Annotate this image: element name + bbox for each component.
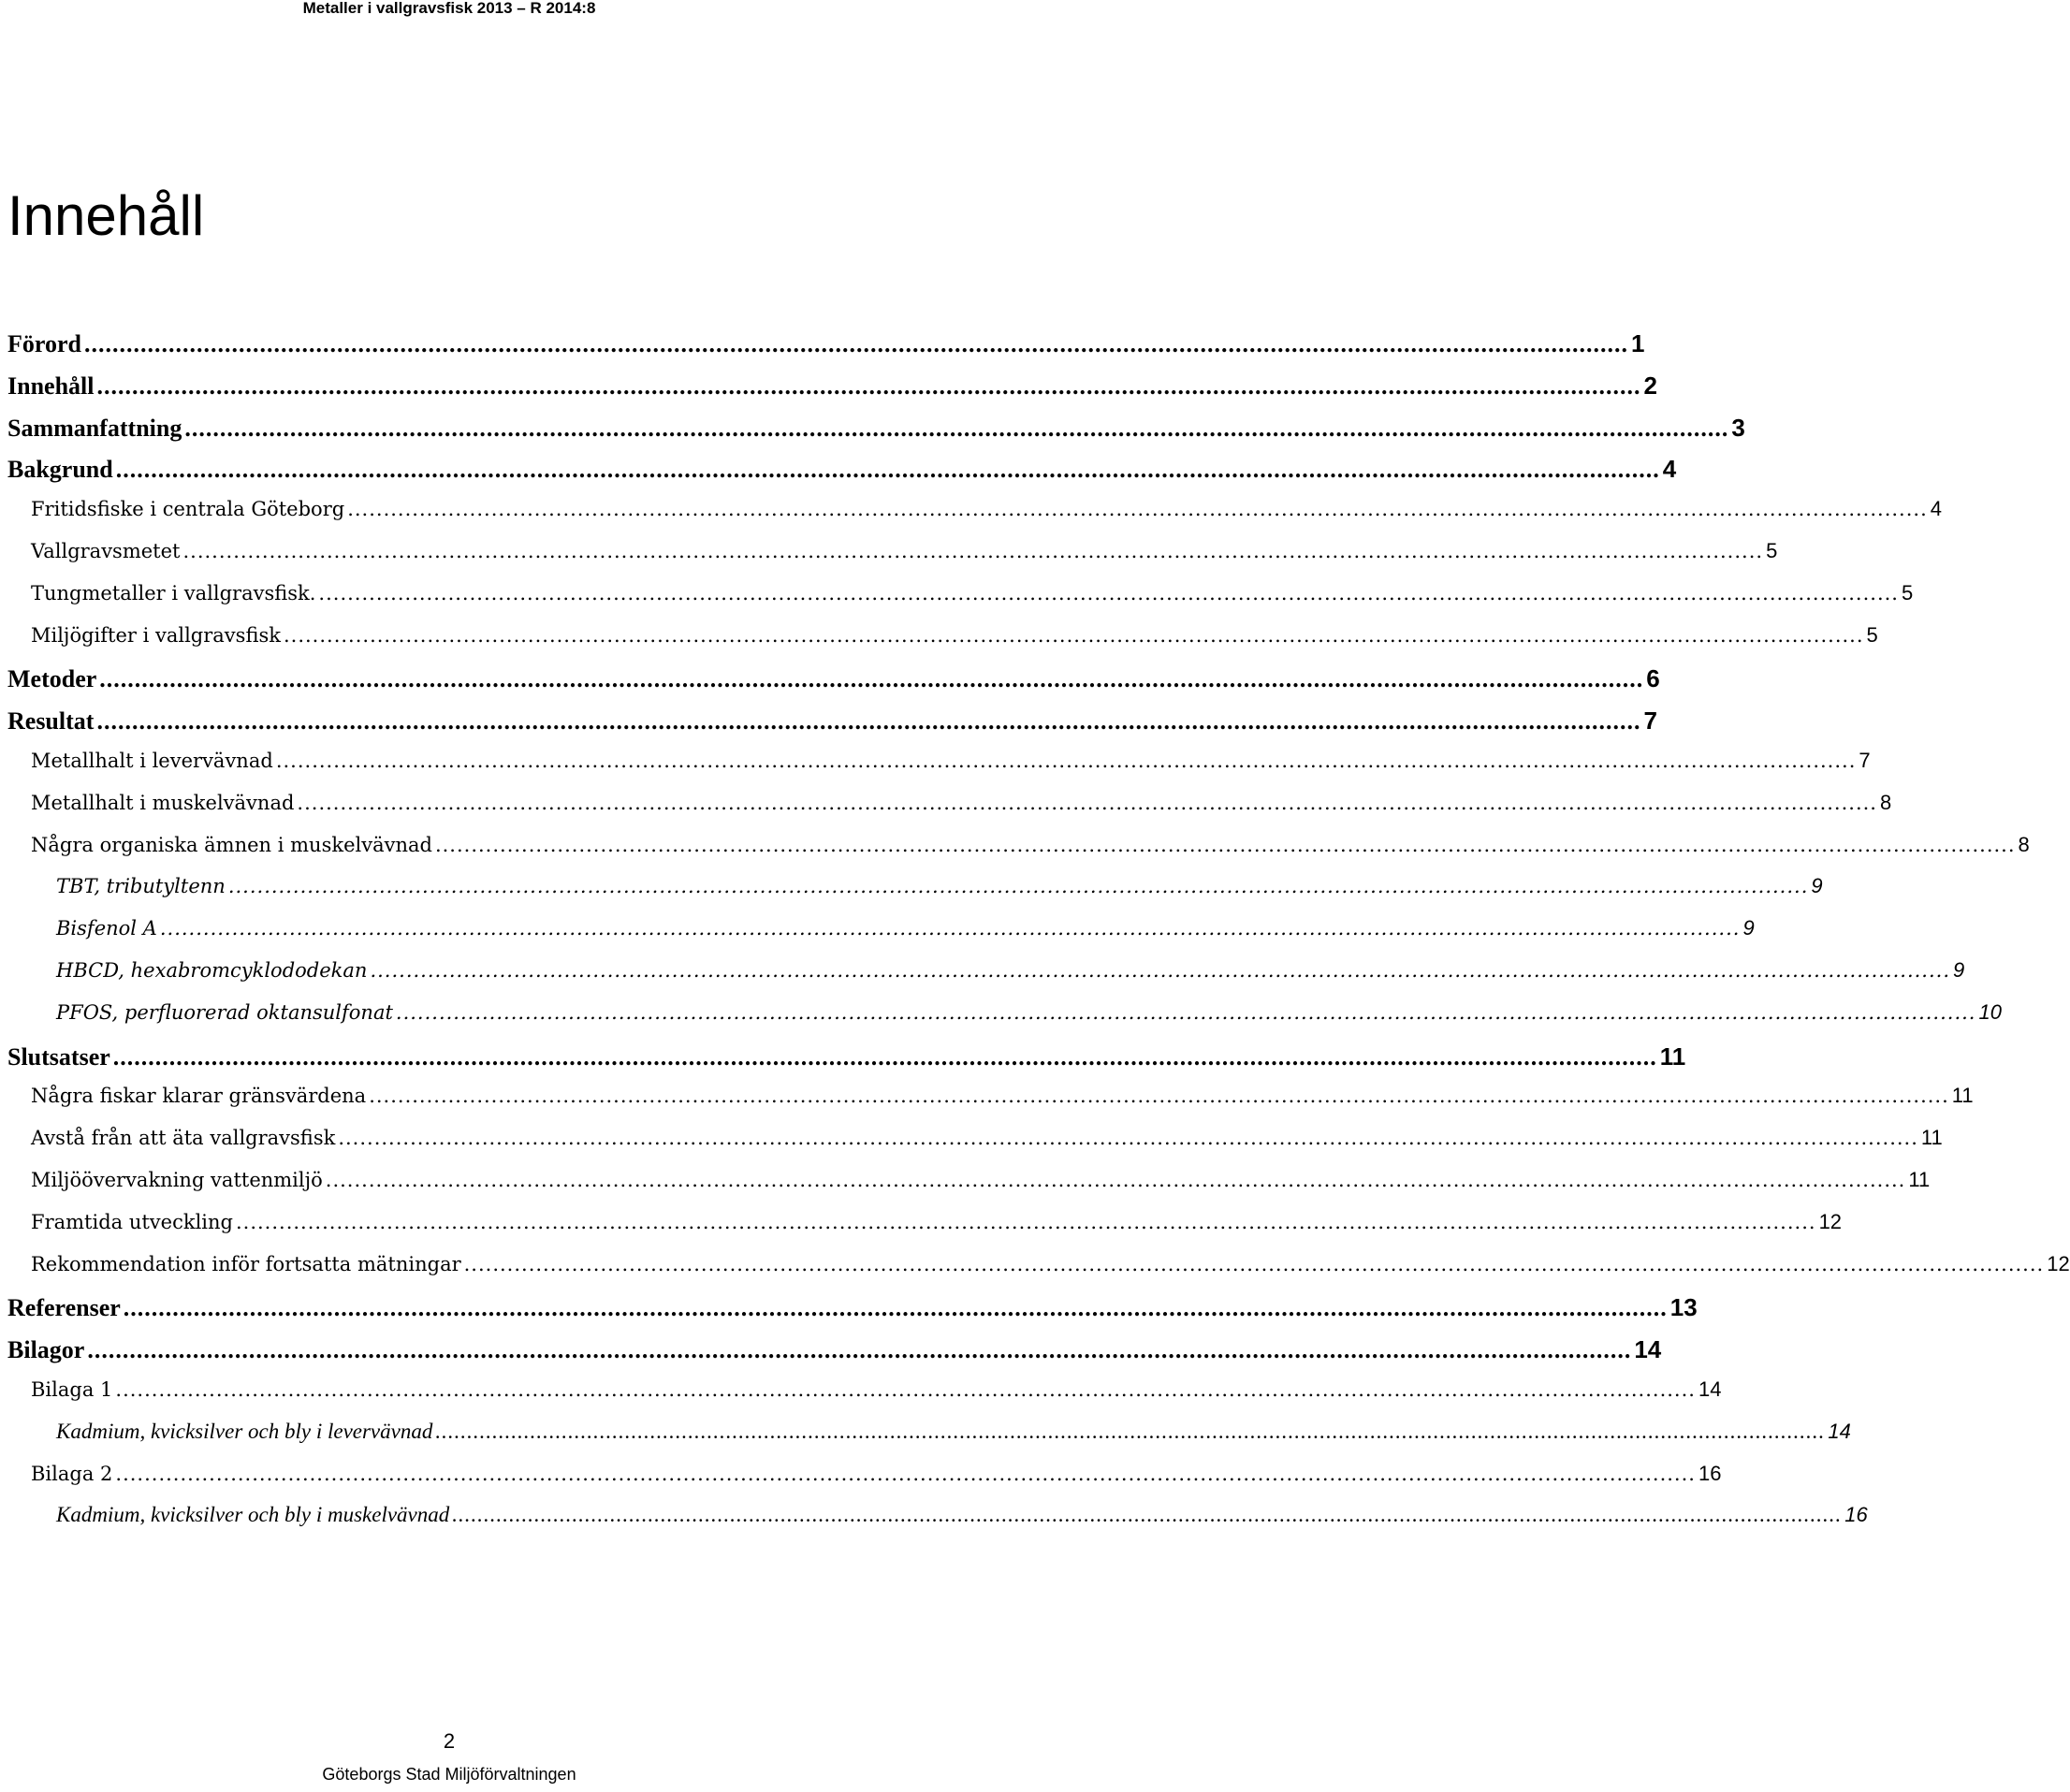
toc-entry[interactable] [7,664,1660,696]
dot-leader: ............................................................................................................................................................................................................................ [347,498,1928,520]
toc-entry-page: 6 [1646,664,1660,692]
toc-entry-label: Referenser [7,1294,121,1321]
toc-entry-label: Miljöövervakning vattenmiljö [31,1169,323,1191]
toc-entry[interactable] [7,1462,1722,1493]
toc-entry-label: Metallhalt i muskelvävnad [31,792,295,814]
toc-entry-label: Resultat [7,707,95,735]
toc-entry[interactable] [7,372,1657,403]
toc-entry-page: 14 [1828,1420,1851,1443]
dot-leader: ............................................................................................................................................................................................................................ [395,1001,1976,1024]
dot-leader: ............................................................................................................................................................................................................................ [338,1127,1918,1149]
dot-leader: ............................................................................................................................................................................................................................ [123,1294,1668,1321]
dot-leader: ............................................................................................................................................................................................................................ [463,1253,2045,1275]
toc-entry-label: Vallgravsmetet [31,540,181,562]
dot-leader: ............................................................................................................................................................................................................................ [227,875,1809,897]
dot-leader: ............................................................................................................................................................................................................................ [96,372,1641,400]
page-footer: Göteborgs Stad Miljöförvaltningen [322,1765,576,1784]
toc-entry-label: Sammanfattning [7,415,182,442]
toc-entry-label: Avstå från att äta vallgravsfisk [31,1127,336,1149]
dot-leader: ............................................................................................................................................................................................................................ [325,1169,1906,1191]
toc-entry-page: 1 [1630,329,1645,357]
toc-entry-page: 2 [1643,372,1657,400]
toc-entry[interactable] [7,623,1878,655]
toc-entry[interactable] [7,1335,1662,1367]
running-header: Metaller i vallgravsfisk 2013 – R 2014:8 [302,0,596,17]
toc-entry[interactable] [7,329,1645,361]
dot-leader: ............................................................................................................................................................................................................................ [115,456,1660,483]
toc-entry-label: Miljögifter i vallgravsfisk [31,624,281,647]
page-number: 2 [443,1729,456,1753]
toc-entry[interactable] [7,1210,1843,1242]
toc-entry-page: 3 [1731,414,1745,442]
toc-entry[interactable] [7,707,1657,738]
dot-leader: ............................................................................................................................................................................................................................ [159,917,1741,940]
toc-entry-label: Förord [7,330,81,357]
toc-entry-page: 5 [1766,539,1778,562]
toc-entry[interactable] [7,581,1914,613]
toc-entry-label: Bilaga 1 [31,1378,113,1401]
toc-entry-page: 12 [1818,1210,1843,1233]
toc-entry[interactable] [7,833,2030,865]
toc-entry-label: Framtida utveckling [31,1211,233,1233]
toc-entry-label: TBT, tributyltenn [56,875,226,897]
dot-leader: ............................................................................................................................................................................................................................ [435,1420,1826,1443]
dot-leader: ............................................................................................................................................................................................................................ [115,1378,1696,1401]
toc-entry-page: 8 [2018,833,2030,856]
toc-entry-label: Metallhalt i levervävnad [31,750,273,772]
toc-entry-page: 12 [2047,1252,2070,1275]
dot-leader: ............................................................................................................................................................................................................................ [96,707,1641,735]
dot-leader: ............................................................................................................................................................................................................................ [115,1463,1696,1485]
toc-entry-label: Kadmium, kvicksilver och bly i levervävnad [56,1420,433,1443]
toc-entry-page: 11 [1920,1126,1943,1149]
toc-entry-label: Rekommendation inför fortsatta mätningar [31,1253,461,1275]
toc-entry-page: 4 [1662,455,1677,483]
toc-entry[interactable] [7,1293,1698,1325]
toc-entry-label: Bisfenol A [56,917,157,940]
toc-entry[interactable] [7,958,1965,990]
toc-entry-label: Slutsatser [7,1043,110,1071]
dot-leader: ............................................................................................................................................................................................................................ [275,750,1857,772]
toc-entry-label: HBCD, hexabromcyklododekan [56,959,368,982]
toc-entry-page: 14 [1698,1377,1722,1401]
toc-entry-page: 16 [1698,1462,1722,1485]
dot-leader: ............................................................................................................................................................................................................................ [87,1336,1632,1363]
dot-leader: ............................................................................................................................................................................................................................ [235,1211,1816,1233]
toc-entry-label: Innehåll [7,372,95,400]
toc-entry[interactable] [7,539,1778,571]
toc-entry-label: Fritidsfiske i centrala Göteborg [31,498,345,520]
dot-leader: ............................................................................................................................................................................................................................ [99,665,1644,692]
toc-entry[interactable] [7,1168,1931,1200]
toc-entry-page: 7 [1859,749,1871,772]
toc-entry-page: 7 [1643,707,1657,735]
toc-entry[interactable] [7,1084,1974,1115]
toc-entry-label: Bilaga 2 [31,1463,113,1485]
dot-leader: ............................................................................................................................................................................................................................ [452,1503,1843,1526]
toc-entry[interactable] [7,874,1823,906]
dot-leader: ............................................................................................................................................................................................................................ [318,582,1899,605]
toc-entry-label: Tungmetaller i vallgravsfisk. [31,582,316,605]
dot-leader: ............................................................................................................................................................................................................................ [182,540,1764,562]
toc-entry[interactable] [7,749,1871,780]
dot-leader: ............................................................................................................................................................................................................................ [297,792,1877,814]
toc-entry-label: Kadmium, kvicksilver och bly i muskelvävnad [56,1503,450,1526]
toc-entry-page: 4 [1930,497,1943,520]
toc-entry[interactable] [7,455,1677,487]
toc-entry-label: Bakgrund [7,456,113,483]
dot-leader: ............................................................................................................................................................................................................................ [112,1043,1657,1071]
toc-entry[interactable] [7,916,1755,948]
toc-entry[interactable] [7,1377,1722,1409]
dot-leader: ............................................................................................................................................................................................................................ [370,959,1951,982]
toc-entry-label: Några fiskar klarar gränsvärdena [31,1085,367,1107]
toc-entry[interactable] [7,1000,2002,1032]
toc-entry-label: PFOS, perfluorerad oktansulfonat [56,1001,393,1024]
toc-entry[interactable] [7,1042,1686,1074]
toc-entry-page: 11 [1951,1084,1974,1107]
page-title: Innehåll [7,184,205,247]
toc-entry-label: Några organiska ämnen i muskelvävnad [31,834,432,856]
toc-entry[interactable] [7,1252,2070,1284]
toc-entry[interactable] [7,497,1943,529]
toc-entry-page: 16 [1844,1503,1868,1526]
toc-entry-label: Bilagor [7,1336,85,1363]
toc-entry[interactable] [7,1503,1868,1535]
toc-entry-page: 5 [1866,623,1878,647]
toc-entry-page: 13 [1669,1293,1698,1321]
toc-entry-page: 10 [1978,1000,2002,1024]
toc-entry-page: 11 [1659,1042,1686,1071]
toc-entry-page: 5 [1902,581,1914,605]
dot-leader: ............................................................................................................................................................................................................................ [83,330,1628,357]
toc-entry-label: Metoder [7,665,97,692]
dot-leader: ............................................................................................................................................................................................................................ [369,1085,1949,1107]
toc-entry[interactable] [7,791,1892,823]
toc-entry-page: 9 [1811,874,1823,897]
dot-leader: ............................................................................................................................................................................................................................ [434,834,2016,856]
dot-leader: ............................................................................................................................................................................................................................ [283,624,1864,647]
toc-entry-page: 14 [1634,1335,1662,1363]
toc-entry-page: 8 [1880,791,1892,814]
dot-leader: ............................................................................................................................................................................................................................ [184,415,1729,442]
toc-entry-page: 9 [1742,916,1755,940]
toc-entry-page: 9 [1953,958,1965,982]
toc-entry-page: 11 [1908,1168,1931,1191]
toc-entry[interactable] [7,1126,1943,1158]
toc-entry[interactable] [7,414,1745,445]
toc-entry[interactable] [7,1420,1851,1451]
